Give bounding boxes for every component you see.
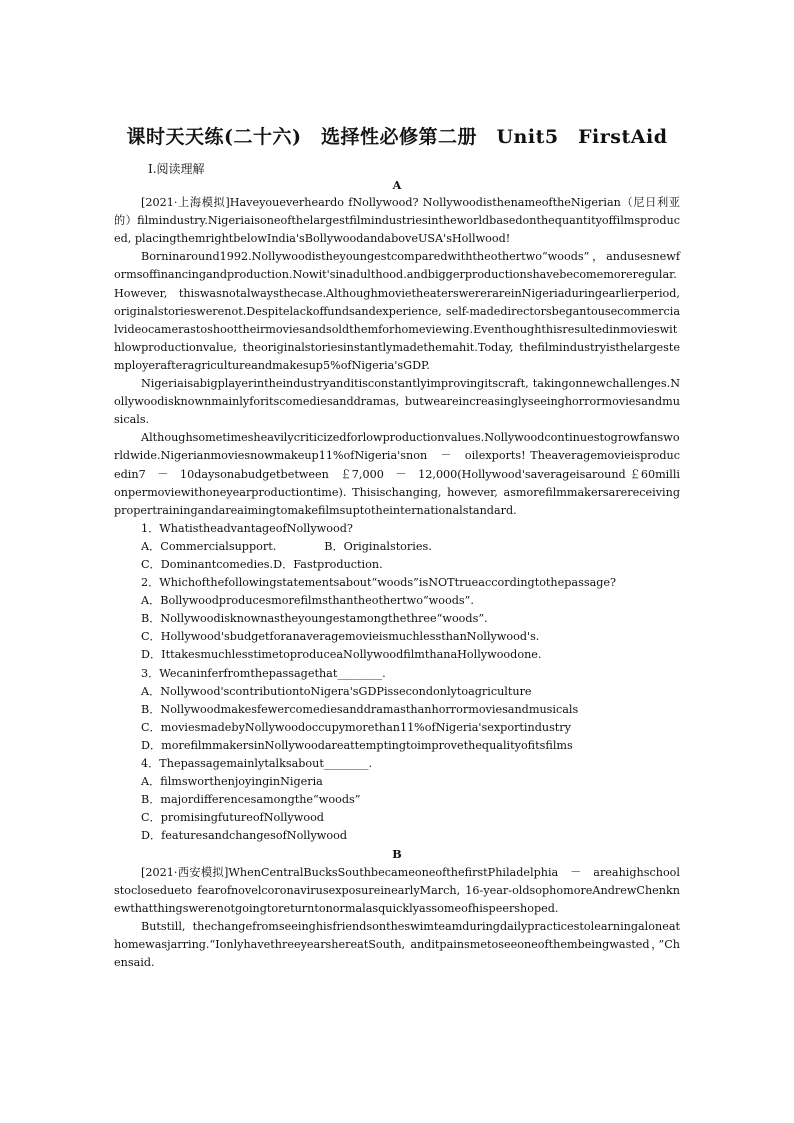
question-4-option-b: B．majordifferencesamongthe“woods”	[141, 793, 361, 807]
passage-b-letter: B	[392, 847, 402, 862]
question-2-option-a: A．Bollywoodproducesmorefilmsthantheothertwo“woods”.	[141, 594, 474, 608]
passage-a-paragraph-4: Althoughsometimesheavilycriticizedforlowproductionvalues.Nollywoodcontinuestogrowfansworldwide.Nigerianmoviesnowmakeup11%ofNigeria'snon － oilexports! Theaveragemovieisproducedin7 － 10daysonabudgetbetween ￡7,000 － 12,000(Hollywood'saverageisaround ￡60millionpermoviewithoneyearproductiontime). Thisischanging, however, asmorefilmmakersarereceivingpropertrainingandareaimingtomakefilmsuptotheinternationalstandard.	[114, 431, 680, 517]
passage-a-paragraph-2: Borninaround1992.Nollywoodistheyoungestcomparedwiththeothertwo“woods”，andusesnewformsoffinancingandproduction.Nowit'sinadulthood.andbiggerproductionshavebecomemoreregular.However, thiswasnotalwaysthecase.AlthoughmovietheaterswererareinNigeriaduringearlierperiod, originalstorieswerenot.Despitelackoffundsandexperience, self-madedirectorsbegantousecommercialvideocamerastoshoottheirmoviesandsoldthemforhomeviewing.Eventhoughthisresultedinmovieswithlowproductionvalue, theoriginalstoriesinstantlymadethemahit.Today, thefilmindustryisthelargestemployerafteragricultureandmakesup5%ofNigeria'sGDP.	[114, 250, 680, 372]
question-1-option-b: B．Originalstories.	[324, 539, 432, 553]
question-1-option-a: A．Commercialsupport.	[141, 539, 277, 553]
question-1-stem: 1．WhatistheadvantageofNollywood?	[141, 521, 353, 535]
question-2-option-d: D．IttakesmuchlesstimetoproduceaNollywoodfilmthanaHollywoodone.	[141, 648, 542, 662]
question-2-option-c: C．Hollywood'sbudgetforanaveragemovieismuchlessthanNollywood's.	[141, 630, 540, 644]
question-1-options-row-2	[114, 556, 680, 574]
passage-b-paragraph-2: Butstill, thechangefromseeinghisfriendsontheswimteamduringdailypracticestolearningaloneathomewasjarring.“IonlyhavethreeyearshereatSouth, anditpainsmetoseeoneofthembeingwasted，”Chensaid.	[114, 919, 680, 970]
passage-a-paragraph-1: [2021·上海模拟]Haveyoueverheardo fNollywood? NollywoodisthenameoftheNigerian（尼日利亚的）filmindustry.Nigeriaisoneofthelargestfilmindustriesintheworldbasedonthequantityoffilmsproduced, placingthemrightbelowIndia'sBollywoodandaboveUSA'sHollwood!	[114, 196, 680, 246]
question-2-option-b: B．Nollywoodisknownastheyoungestamongthethree“woods”.	[141, 612, 488, 626]
question-4-option-a: A．filmsworthenjoyinginNigeria	[141, 775, 323, 789]
page-title: 课时天天练(二十六) 选择性必修第二册 Unit5 FirstAid	[126, 126, 668, 148]
question-1-options-row-1	[114, 538, 680, 556]
question-2-stem: 2．Whichofthefollowingstatementsabout“woods”isNOTtrueaccordingtothepassage?	[141, 576, 617, 590]
passage-b-paragraph-1: [2021·西安模拟]WhenCentralBucksSouthbecameoneofthefirstPhiladelphia － areahighschoolstoclosedueto fearofnovelcoronavirusexposureinearlyMarch, 16-year-oldsophomoreAndrewChenknewthatthingswerenotgoingtoreturntonormalasquicklyassomeofhispeershoped.	[114, 865, 680, 915]
question-3-stem: 3．Wecaninferfromthepassagethat________.	[141, 666, 386, 680]
document-body	[114, 176, 680, 972]
section-heading: Ⅰ.阅读理解	[148, 162, 205, 176]
passage-a-paragraph-3: Nigeriaisabigplayerintheindustryanditisconstantlyimprovingitscraft, takingonnewchallenges.Nollywoodisknownmainlyforitscomediesanddramas, butweareincreasinglyseeinghorrormoviesandmusicals.	[114, 377, 680, 427]
question-4-stem: 4．Thepassagemainlytalksabout________.	[141, 757, 373, 770]
question-1-option-c: C．Dominantcomedies.	[141, 557, 274, 571]
passage-a-letter: A	[392, 178, 402, 192]
question-3-option-a: A．Nollywood'scontributiontoNigera'sGDPissecondonlytoagriculture	[141, 684, 532, 698]
question-4-option-d: D．featuresandchangesofNollywood	[141, 829, 347, 843]
question-4-option-c: C．promisingfutureofNollywood	[141, 811, 324, 825]
question-1-option-d: D．Fastproduction.	[273, 557, 383, 571]
question-3-option-d: D．morefilmmakersinNollywoodareattemptingtoimprovethequalityofitsfilms	[141, 738, 573, 752]
question-3-option-c: C．moviesmadebyNollywoodoccupymorethan11%ofNigeria'sexportindustry	[141, 720, 571, 734]
question-3-option-b: B．Nollywoodmakesfewercomediesanddramasthanhorrormoviesandmusicals	[141, 702, 579, 716]
